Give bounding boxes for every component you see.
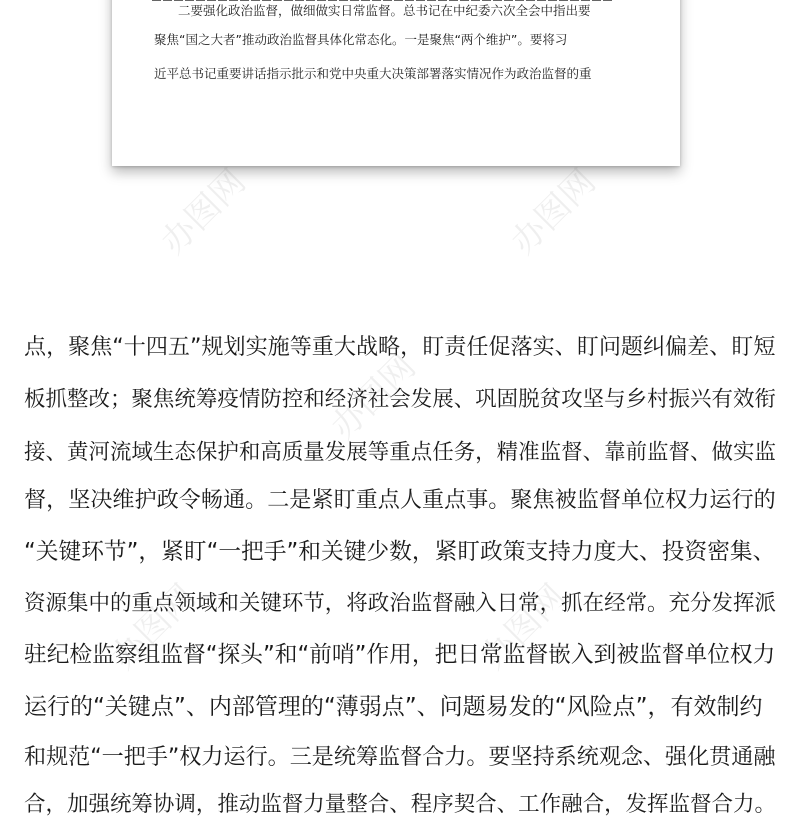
watermark: 办图网	[503, 161, 604, 263]
body-text-line: 驻纪检监察组监督“探头”和“前哨”作用，把日常监督嵌入到被监督单位权力	[24, 642, 776, 668]
body-text-line: 板抓整改；聚焦统筹疫情防控和经济社会发展、巩固脱贫攻坚与乡村振兴有效衔	[24, 387, 776, 412]
watermark: 办图网	[473, 576, 574, 678]
preview-line: 聚焦“国之大者”推动政治监督具体化常态化。一是聚焦“两个维护”。要将习	[154, 32, 568, 47]
body-text-line: 资源集中的重点领域和关键环节，将政治监督融入日常，抓在经常。充分发挥派	[24, 591, 776, 616]
preview-line: 二要强化政治监督，做细做实日常监督。总书记在中纪委六次全会中指出要	[178, 3, 591, 18]
preview-line: 近平总书记重要讲话指示批示和党中央重大决策部署落实情况作为政治监督的重	[154, 66, 592, 81]
body-text-line: 接、黄河流域生态保护和高质量发展等重点任务，精准监督、靠前监督、做实监	[24, 440, 776, 465]
body-text-line: 点，聚焦“十四五”规划实施等重大战略，盯责任促落实、盯问题纠偏差、盯短	[24, 334, 776, 360]
body-text-line: “关键环节”，紧盯“一把手”和关键少数，紧盯政策支持力度大、投资密集、	[24, 539, 776, 565]
watermark: 办图网	[323, 346, 424, 448]
watermark: 办图网	[153, 161, 254, 263]
body-text-line: 运行的“关键点”、内部管理的“薄弱点”、问题易发的“风险点”，有效制约	[24, 694, 763, 720]
body-text-line: 和规范“一把手”权力运行。三是统筹监督合力。要坚持系统观念、强化贯通融	[24, 744, 776, 770]
watermark: 办图网	[103, 576, 204, 678]
document-preview-card	[112, 0, 680, 166]
body-text-line: 合，加强统筹协调，推动监督力量整合、程序契合、工作融合，发挥监督合力。	[24, 792, 776, 817]
preview-cutoff-text	[152, 0, 612, 1]
body-text-line: 督，坚决维护政令畅通。二是紧盯重点人重点事。聚焦被监督单位权力运行的	[24, 487, 776, 513]
